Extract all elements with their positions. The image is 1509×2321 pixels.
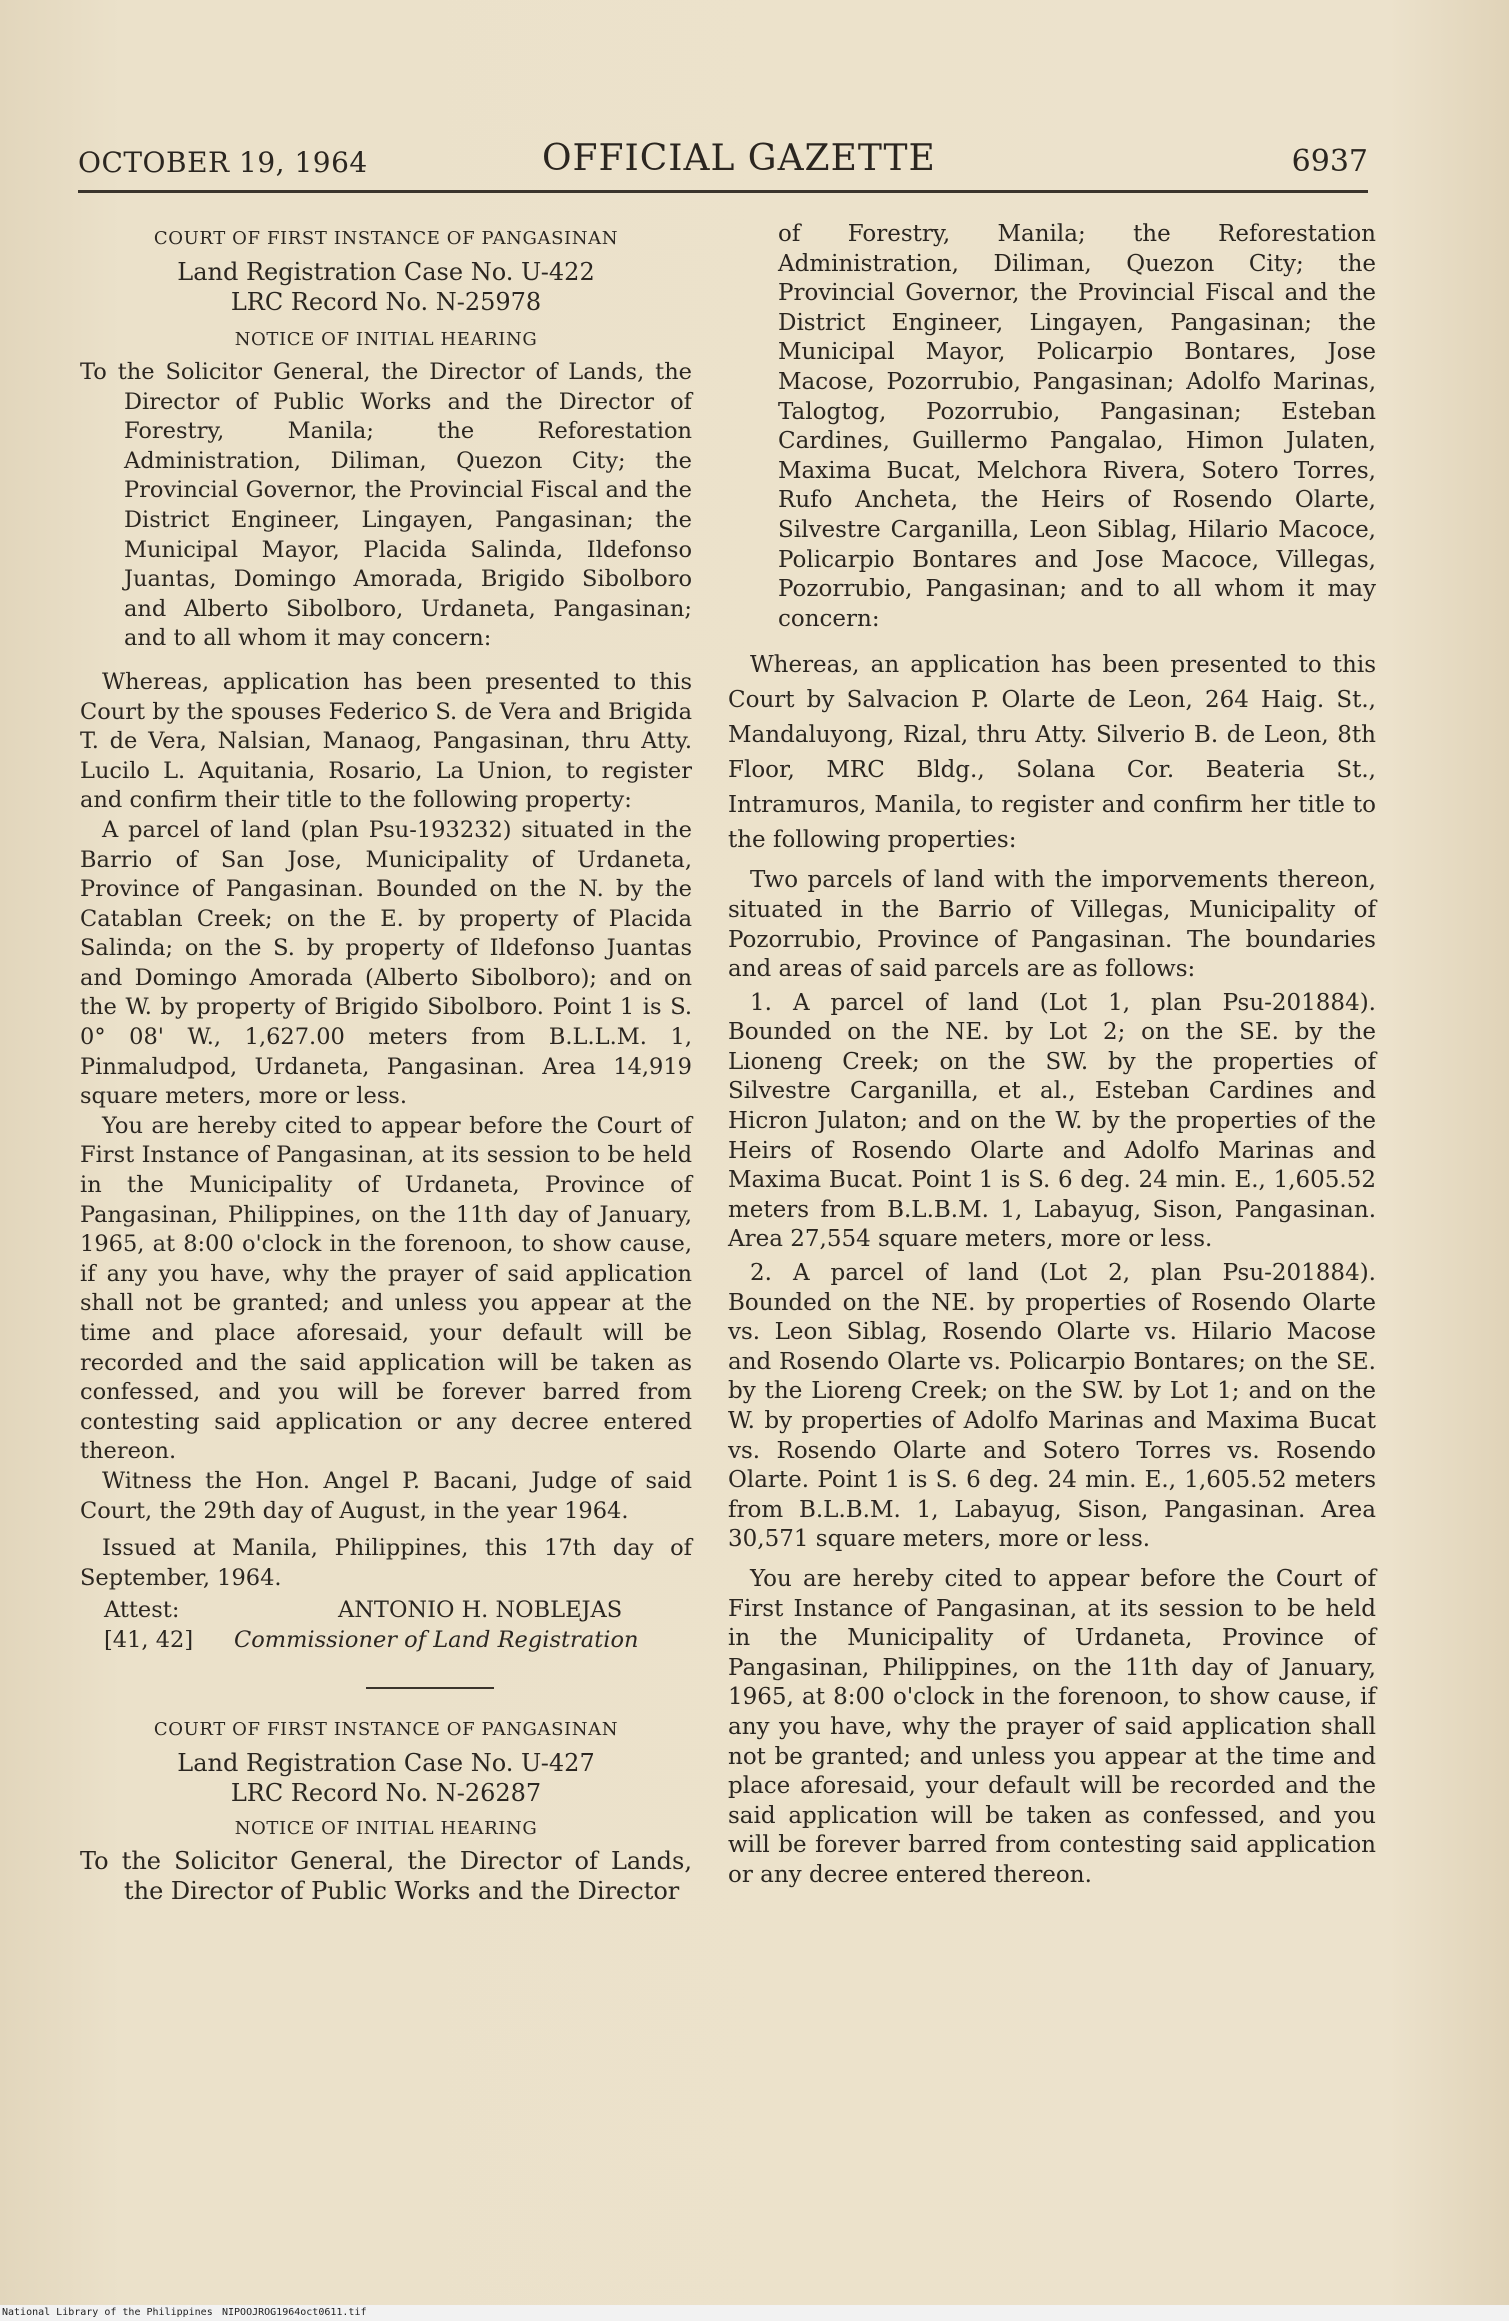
notice2-cited: You are hereby cited to appear before the Court of First Instance of Pangasinan, at its session to be held in the Municipality of Urdaneta, Province of Pangasinan, Philippines, on the 11th day of January, 1965, at 8:00 o'clock in the forenoon, to show cause, if any you have, why the prayer of said application shall not be granted; and unless you appear at the time and place aforesaid, your default will be recorded and the said application will be taken as confessed, and you will be forever barred from contesting said application or any decree entered thereon. — [728, 1565, 1376, 1888]
right-column — [728, 220, 1376, 1891]
notice2-parcel2: 2. A parcel of land (Lot 2, plan Psu-201884). Bounded on the NE. by properties of Rosendo Olarte vs. Leon Siblag, Rosendo Olarte vs. Hilario Macose and Rosendo Olarte vs. Policarpio Bontares; on the SE. by the Lioreng Creek; on the SW. by Lot 1; and on the W. by properties of Adolfo Marinas and Maxima Bucat vs. Rosendo Olarte and Sotero Torres vs. Rosendo Olarte. Point 1 is S. 6 deg. 24 min. E., 1,605.52 meters from B.L.B.M. 1, Labayug, Sison, Pangasinan. Area 30,571 square meters, more or less. — [728, 1260, 1376, 1553]
notice1-court: COURT OF FIRST INSTANCE OF PANGASINAN — [153, 228, 619, 249]
notice2-case: Land Registration Case No. U-427 — [177, 1749, 595, 1778]
notice2-addressees-start: To the Solicitor General, the Director of Lands, the Director of Public Works and the Director — [80, 1847, 692, 1905]
library-credit: National Library of the Philippines — [2, 2307, 213, 2318]
publication-title: OFFICIAL GAZETTE — [542, 138, 936, 179]
notice1-record: LRC Record No. N-25978 — [230, 288, 542, 316]
page-header — [78, 138, 1368, 188]
section-divider — [366, 1687, 494, 1689]
attestation-block — [80, 1593, 692, 1655]
notice1-case: Land Registration Case No. U-422 — [177, 258, 595, 286]
notice1-witness: Witness the Hon. Angel P. Bacani, Judge of said Court, the 29th day of August, in the year 1964. — [80, 1467, 692, 1524]
notice1-whereas: Whereas, application has been presented to this Court by the spouses Federico S. de Vera and Brigida T. de Vera, Nalsian, Manaog, Pangasinan, thru Atty. Lucilo L. Aquitania, Rosario, La Union, to register and confirm their title to the following property: — [80, 668, 692, 814]
notice2-whereas: Whereas, an application has been presented to this Court by Salvacion P. Olarte de Leon, 264 Haig. St., Mandaluyong, Rizal, thru Atty. Silverio B. de Leon, 8th Floor, MRC Bldg., Solana Cor. Beateria St., Intramuros, Manila, to register and confirm her title to the following properties: — [728, 652, 1376, 854]
notice1-issued: Issued at Manila, Philippines, this 17th day of September, 1964. — [80, 1535, 692, 1591]
notice1-type: NOTICE OF INITIAL HEARING — [234, 329, 538, 350]
notice2-court: COURT OF FIRST INSTANCE OF PANGASINAN — [153, 1719, 619, 1741]
notice2-record: LRC Record No. N-26287 — [230, 1779, 542, 1808]
notice2-type: NOTICE OF INITIAL HEARING — [234, 1818, 538, 1840]
notice1-addressees: To the Solicitor General, the Director of Lands, the Director of Public Works and the Director of Forestry, Manila; the Reforestation Administration, Diliman, Quezon City; the Provincial Governor, the Provincial Fiscal and the District Engineer, Lingayen, Pangasinan; the Municipal Mayor, Placida Salinda, Ildefonso Juantas, Domingo Amorada, Brigido Sibolboro and Alberto Sibolboro, Urdaneta, Pangasinan; and to all whom it may concern: — [80, 359, 692, 652]
left-column — [80, 222, 692, 1907]
notice1-cited: You are hereby cited to appear before the Court of First Instance of Pangasinan, at its session to be held in the Municipality of Urdaneta, Province of Pangasinan, Philippines, on the 11th day of January, 1965, at 8:00 o'clock in the forenoon, to show cause, if any you have, why the prayer of said application shall not be granted; and unless you appear at the time and place aforesaid, your default will be recorded and the said application will be taken as confessed, and you will be forever barred from contesting said application or any decree entered thereon. — [80, 1112, 692, 1465]
issue-date: OCTOBER 19, 1964 — [78, 146, 368, 179]
header-rule — [78, 190, 1368, 193]
scan-filename: NIPOOJROG1964oct0611.tif — [222, 2307, 367, 2318]
scan-footer — [0, 2305, 1509, 2321]
notice2-addressees-cont: of Forestry, Manila; the Reforestation Administration, Diliman, Quezon City; the Provincial Governor, the Provincial Fiscal and the District Engineer, Lingayen, Pangasinan; the Municipal Mayor, Policarpio Bontares, Jose Macose, Pozorrubio, Pangasinan; Adolfo Marinas, Talogtog, Pozorrubio, Pangasinan; Esteban Cardines, Guillermo Pangalao, Himon Julaten, Maxima Bucat, Melchora Rivera, Sotero Torres, Rufo Ancheta, the Heirs of Rosendo Olarte, Silvestre Carganilla, Leon Siblag, Hilario Macoce, Policarpio Bontares and Jose Macoce, Villegas, Pozorrubio, Pangasinan; and to all whom it may concern: — [778, 221, 1376, 632]
attest-label: Attest: — [104, 1597, 180, 1624]
notice2-parcel1: 1. A parcel of land (Lot 1, plan Psu-201884). Bounded on the NE. by Lot 2; on the SE. by the Lioneng Creek; on the SW. by the properties of Silvestre Carganilla, et al., Esteban Cardines and Hicron Julaton; and on the W. by the properties of the Heirs of Rosendo Olarte and Adolfo Marinas and Maxima Bucat. Point 1 is S. 6 deg. 24 min. E., 1,605.52 meters from B.L.B.M. 1, Labayug, Sison, Pangasinan. Area 27,554 square meters, more or less. — [728, 989, 1376, 1253]
issue-reference: [41, 42] — [104, 1627, 194, 1654]
notice1-property: A parcel of land (plan Psu-193232) situated in the Barrio of San Jose, Municipality of Urdaneta, Province of Pangasinan. Bounded on the N. by the Catablan Creek; on the E. by property of Placida Salinda; on the S. by property of Ildefonso Juantas and Domingo Amorada (Alberto Sibolboro); and on the W. by property of Brigido Sibolboro. Point 1 is S. 0° 08' W., 1,627.00 meters from B.L.L.M. 1, Pinmaludpod, Urdaneta, Pangasinan. Area 14,919 square meters, more or less. — [80, 816, 692, 1110]
signatory-name: ANTONIO H. NOBLEJAS — [338, 1597, 623, 1624]
page-number: 6937 — [1291, 144, 1368, 179]
signatory-title: Commissioner of Land Registration — [234, 1627, 639, 1654]
notice2-intro: Two parcels of land with the imporvements thereon, situated in the Barrio of Villegas, Municipality of Pozorrubio, Province of Pangasinan. The boundaries and areas of said parcels are as follows: — [728, 867, 1376, 983]
